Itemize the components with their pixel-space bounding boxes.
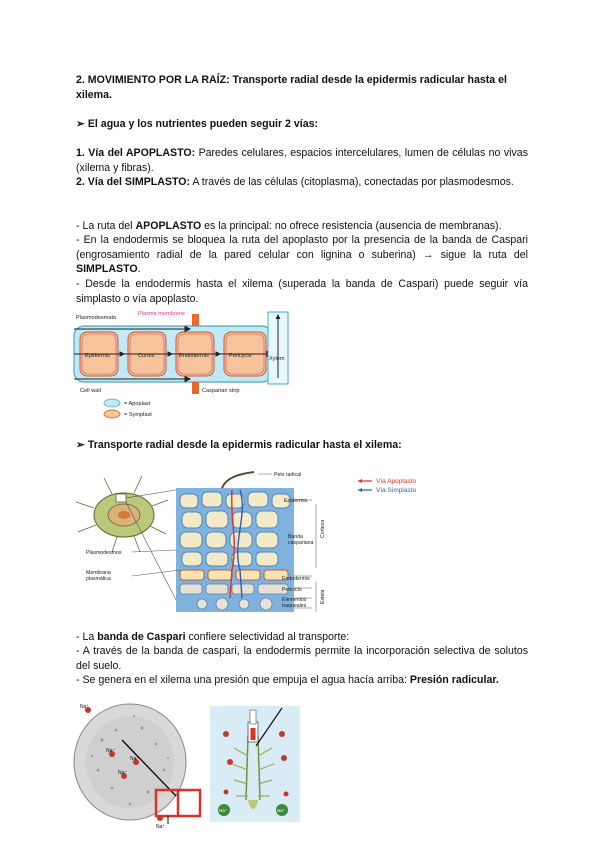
root-tissue-enlarged bbox=[176, 472, 294, 612]
label-plasmatica: plasmática bbox=[86, 576, 111, 582]
label-casparian-strip: Casparian strip bbox=[202, 388, 240, 394]
arrow-bullet-icon: ➢ bbox=[76, 439, 85, 451]
root-pressure-figure bbox=[72, 700, 312, 830]
label-periciclo: Periciclo bbox=[282, 587, 302, 593]
legend-via-simplasto: Vía Simplasto bbox=[376, 487, 417, 494]
label-elementos: Elementos bbox=[282, 597, 307, 603]
label-membrana: Membrana bbox=[86, 570, 111, 576]
label-estela: Estela bbox=[320, 589, 326, 604]
via-simplasto: 2. Vía del SIMPLASTO: A través de las células (citoplasma), conectadas por plasmodesmos. bbox=[76, 176, 514, 188]
arrow-bullet-icon: ➢ bbox=[76, 118, 85, 130]
section-title: 2. MOVIMIENTO POR LA RAÍZ: Transporte radial desde la epidermis radicular hasta el xilema. bbox=[76, 74, 507, 101]
label-endodermis-2: Endodermis bbox=[282, 576, 310, 582]
root-pressure-image bbox=[210, 706, 300, 822]
label-epidermis-2: Epidermis bbox=[284, 498, 308, 504]
legend-via-apoplasto: Vía Apoplasto bbox=[376, 478, 417, 485]
note-xilema: - Desde la endodermis hasta el xilema (superada la banda de Caspari) puede seguir vía simplasto o vía apoplasto. bbox=[76, 278, 528, 305]
ion-uptake-image bbox=[74, 704, 200, 830]
bullet-two-ways: ➢ El agua y los nutrientes pueden seguir 2 vías: bbox=[76, 118, 319, 130]
label-cortex: Cortex bbox=[138, 353, 155, 359]
note-apoplasto: - La ruta del APOPLASTO es la principal: no ofrece resistencia (ausencia de membranas). bbox=[76, 220, 502, 232]
label-corteza: Corteza bbox=[320, 519, 326, 538]
label-na-3: Na⁺ bbox=[130, 756, 140, 762]
label-na-2: Na⁺ bbox=[106, 748, 116, 754]
root-cross-section-icon bbox=[76, 476, 168, 552]
presion-radicular: - Se genera en el xilema una presión que empuja el agua hacía arriba: Presión radicular. bbox=[76, 674, 499, 686]
label-na-6: Na⁺ bbox=[219, 808, 228, 813]
label-plasma-membrane: Plasma membrane bbox=[138, 311, 185, 317]
label-na-4: Na⁺ bbox=[118, 770, 128, 776]
apoplast-symplast-diagram bbox=[72, 308, 308, 426]
label-pelo-radical: Pelo radical bbox=[274, 472, 302, 478]
note-endodermis: - En la endodermis se bloquea la ruta del apoplasto por la presencia de la banda de Caspari (engrosamiento radial de la pared celular con lignina o suberina) → sigue la ruta del SIMPLASTO. bbox=[76, 234, 528, 275]
label-plasmodesmos: Plasmodesmos bbox=[86, 550, 122, 556]
label-banda: Banda bbox=[288, 534, 304, 540]
legend-apoplast: = Apoplast bbox=[124, 401, 151, 407]
caspari-solutos: - A través de la banda de caspari, la endodermis permite la incorporación selectiva de solutos del suelo. bbox=[76, 645, 528, 672]
label-pericycle: Pericycle bbox=[229, 353, 252, 359]
label-xylem: Xylem bbox=[269, 356, 285, 362]
label-caspariana: caspariana bbox=[288, 540, 314, 546]
label-na-5: Na⁺ bbox=[156, 824, 166, 830]
label-na-7: Na⁺ bbox=[277, 808, 286, 813]
label-traqueales: traqueales bbox=[282, 603, 307, 609]
legend-symplast: = Symplast bbox=[124, 412, 152, 418]
label-plasmodesmata: Plasmodesmata bbox=[76, 315, 117, 321]
label-endodermis: Endodermis bbox=[179, 353, 209, 359]
label-cell-wall: Cell wall bbox=[80, 388, 101, 394]
caspari-selectividad: - La banda de Caspari confiere selectividad al transporte: bbox=[76, 631, 350, 643]
label-na-1: Na⁺ bbox=[80, 704, 90, 710]
label-epidermis: Epidermis bbox=[85, 353, 110, 359]
bullet-transporte-radial: ➢ Transporte radial desde la epidermis radicular hasta el xilema: bbox=[76, 439, 402, 451]
root-cross-section-figure bbox=[72, 470, 442, 616]
via-apoplasto: 1. Vía del APOPLASTO: Paredes celulares, espacios intercelulares, lumen de células no vivas (xilema y fibras). bbox=[76, 147, 528, 174]
